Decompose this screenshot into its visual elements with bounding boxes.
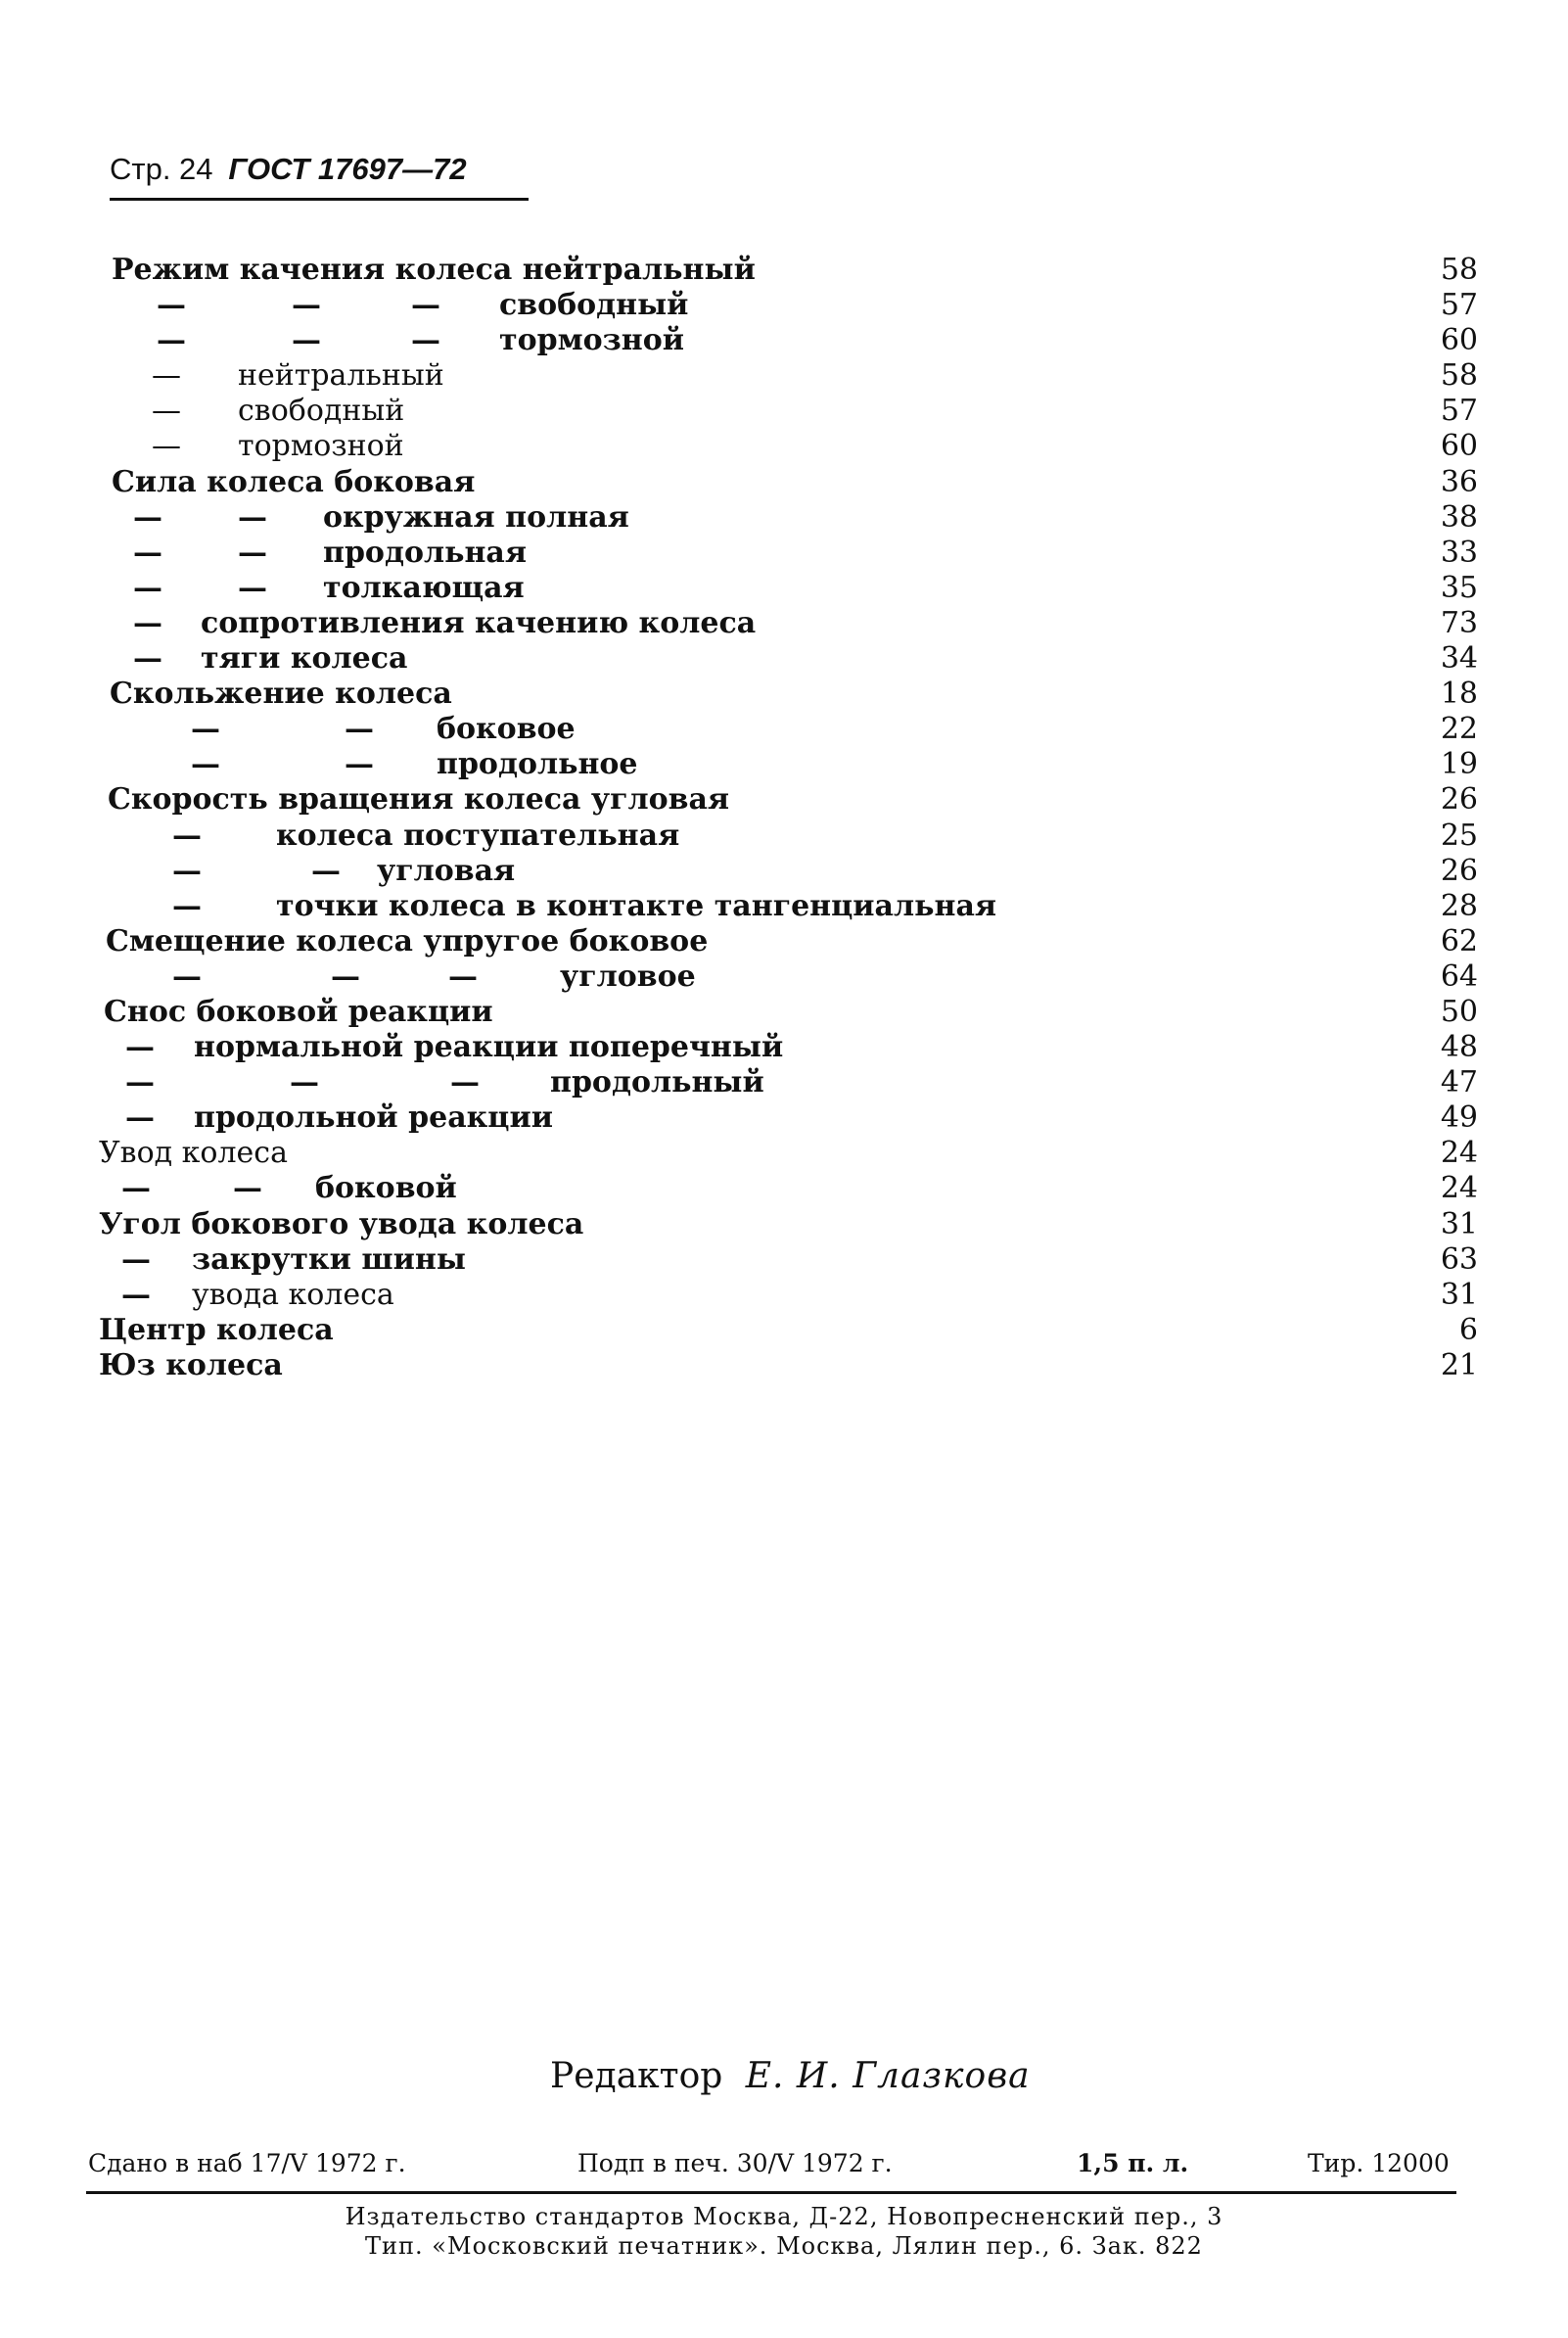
index-term-text: Увод колеса [99,1136,288,1171]
index-term-text: сопротивления качению колеса [201,605,757,640]
index-page-number: 58 [1440,358,1478,394]
index-entry [0,500,1568,536]
index-entry [0,571,1568,606]
index-page-number: 57 [1440,394,1478,429]
standard-number: ГОСТ 17697—72 [228,152,467,186]
header-rule [110,198,529,201]
index-entry [0,995,1568,1030]
index-entry [0,429,1568,464]
repeat-dash: — [133,570,162,605]
editor-credit [550,2056,1031,2096]
index-page-number: 60 [1440,323,1478,358]
page-number-label: Стр. 24 [110,152,213,186]
index-term-text: свободный [238,394,405,429]
index-page-number: 58 [1440,253,1478,287]
index-entry [0,1242,1568,1278]
index-page-number: 49 [1440,1100,1478,1136]
index-page-number: 63 [1440,1241,1478,1277]
index-term-text: закрутки шины [192,1241,466,1277]
index-page-number: 26 [1440,853,1478,888]
index-page-number: 57 [1440,288,1478,323]
index-term-text: тяги колеса [201,641,408,677]
repeat-dash: — [172,818,202,853]
repeat-dash: — [191,712,220,747]
index-page-number: 47 [1440,1065,1478,1100]
index-page-number: 6 [1458,1312,1478,1347]
index-page-number: 22 [1440,712,1478,747]
index-term-text: тормозной [238,429,404,464]
repeat-dash: — [152,394,181,429]
repeat-dash: — [152,358,181,394]
index-entry [0,782,1568,818]
repeat-dash: — [133,641,162,677]
index-entry [0,536,1568,571]
repeat-dash: — [292,288,321,323]
index-entry [0,1065,1568,1100]
index-term-text: боковое [437,712,576,747]
index-term-text: тормозной [499,323,685,358]
submitted-date: Сдано в наб 17/V 1972 г. [88,2149,406,2177]
index-entry [0,1136,1568,1171]
index-term-text: Сила колеса боковая [112,464,476,499]
index-page-number: 33 [1440,535,1478,570]
repeat-dash: — [411,323,440,358]
index-page-number: 31 [1440,1206,1478,1241]
repeat-dash: — [121,1171,151,1206]
repeat-dash: — [238,535,267,570]
index-entry [0,394,1568,429]
imprint-rule [86,2191,1456,2194]
index-term-text: окружная полная [323,499,629,535]
index-page-number: 60 [1440,429,1478,464]
index-term-text: продольной реакции [194,1100,553,1136]
repeat-dash: — [133,499,162,535]
repeat-dash: — [191,747,220,782]
repeat-dash: — [331,959,360,994]
repeat-dash: — [448,959,478,994]
index-term-text: Угол бокового увода колеса [99,1206,584,1241]
index-term-text: точки колеса в контакте тангенциальная [276,888,997,923]
index-term-text: нормальной реакции поперечный [194,1030,784,1065]
index-entry [0,818,1568,854]
index-page-number: 64 [1440,959,1478,994]
repeat-dash: — [125,1100,155,1136]
index-page-number: 48 [1440,1030,1478,1065]
repeat-dash: — [121,1241,151,1277]
index-entry [0,1100,1568,1136]
index-term-text: Смещение колеса упругое боковое [106,923,709,959]
editor-label: Редактор [550,2056,723,2096]
print-sheets: 1,5 п. л. [1077,2149,1189,2177]
repeat-dash: — [172,959,202,994]
repeat-dash: — [238,570,267,605]
index-entry [0,854,1568,889]
editor-name: Е. И. Глазкова [745,2056,1031,2096]
index-entry [0,1313,1568,1348]
index-term-text: угловая [377,853,516,888]
index-entry [0,959,1568,995]
index-term-text: продольная [323,535,528,570]
repeat-dash: — [172,853,202,888]
index-term-text: Режим качения колеса нейтральный [112,253,756,287]
repeat-dash: — [125,1065,155,1100]
index-page-number: 50 [1440,994,1478,1029]
index-page-number: 62 [1440,923,1478,959]
index-page-number: 35 [1440,570,1478,605]
publisher-line: Издательство стандартов Москва, Д-22, Новопресненский пер., 3 [345,2203,1223,2230]
index-page-number: 21 [1440,1347,1478,1382]
repeat-dash: — [292,323,321,358]
repeat-dash: — [345,747,374,782]
index-term-text: толкающая [323,570,525,605]
index-entry [0,889,1568,924]
index-page-number: 38 [1440,499,1478,535]
index-term-text: Юз колеса [99,1347,283,1382]
index-page-number: 18 [1440,677,1478,712]
subject-index [0,253,1568,1383]
index-entry [0,1171,1568,1206]
index-term-text: нейтральный [238,358,444,394]
index-entry [0,1207,1568,1242]
index-page-number: 31 [1440,1277,1478,1312]
repeat-dash: — [311,853,341,888]
print-run: Тир. 12000 [1308,2149,1450,2177]
index-entry [0,1278,1568,1313]
repeat-dash: — [172,888,202,923]
index-term-text: продольный [550,1065,764,1100]
index-page-number: 28 [1440,888,1478,923]
repeat-dash: — [125,1030,155,1065]
repeat-dash: — [411,288,440,323]
index-page-number: 19 [1440,747,1478,782]
index-entry [0,323,1568,358]
repeat-dash: — [133,605,162,640]
index-entry [0,641,1568,677]
index-page-number: 24 [1440,1171,1478,1206]
index-term-text: Скольжение колеса [110,677,452,712]
index-page-number: 36 [1440,464,1478,499]
index-term-text: Центр колеса [99,1312,334,1347]
index-entry [0,1030,1568,1065]
repeat-dash: — [450,1065,480,1100]
repeat-dash: — [233,1171,262,1206]
index-entry [0,712,1568,747]
index-entry [0,358,1568,394]
index-entry [0,924,1568,959]
index-page-number: 25 [1440,818,1478,853]
repeat-dash: — [157,323,186,358]
signed-date: Подп в печ. 30/V 1972 г. [577,2149,893,2177]
index-term-text: продольное [437,747,638,782]
index-page-number: 73 [1440,605,1478,640]
repeat-dash: — [133,535,162,570]
index-page-number: 26 [1440,782,1478,818]
index-page-number: 34 [1440,641,1478,677]
index-entry [0,747,1568,782]
index-term-text: угловое [560,959,696,994]
repeat-dash: — [121,1277,151,1312]
index-entry [0,253,1568,288]
index-term-text: Снос боковой реакции [104,994,493,1029]
index-entry [0,606,1568,641]
index-entry [0,1348,1568,1383]
repeat-dash: — [157,288,186,323]
index-entry [0,288,1568,323]
index-term-text: свободный [499,288,689,323]
index-term-text: колеса поступательная [276,818,680,853]
index-term-text: Скорость вращения колеса угловая [108,782,730,818]
page-header [110,152,467,187]
repeat-dash: — [290,1065,319,1100]
index-page-number: 24 [1440,1136,1478,1171]
index-term-text: увода колеса [192,1277,394,1312]
printer-line: Тип. «Московский печатник». Москва, Лялин пер., 6. Зак. 822 [365,2232,1203,2260]
repeat-dash: — [152,429,181,464]
repeat-dash: — [345,712,374,747]
index-entry [0,677,1568,712]
index-entry [0,465,1568,500]
repeat-dash: — [238,499,267,535]
index-term-text: боковой [315,1171,457,1206]
